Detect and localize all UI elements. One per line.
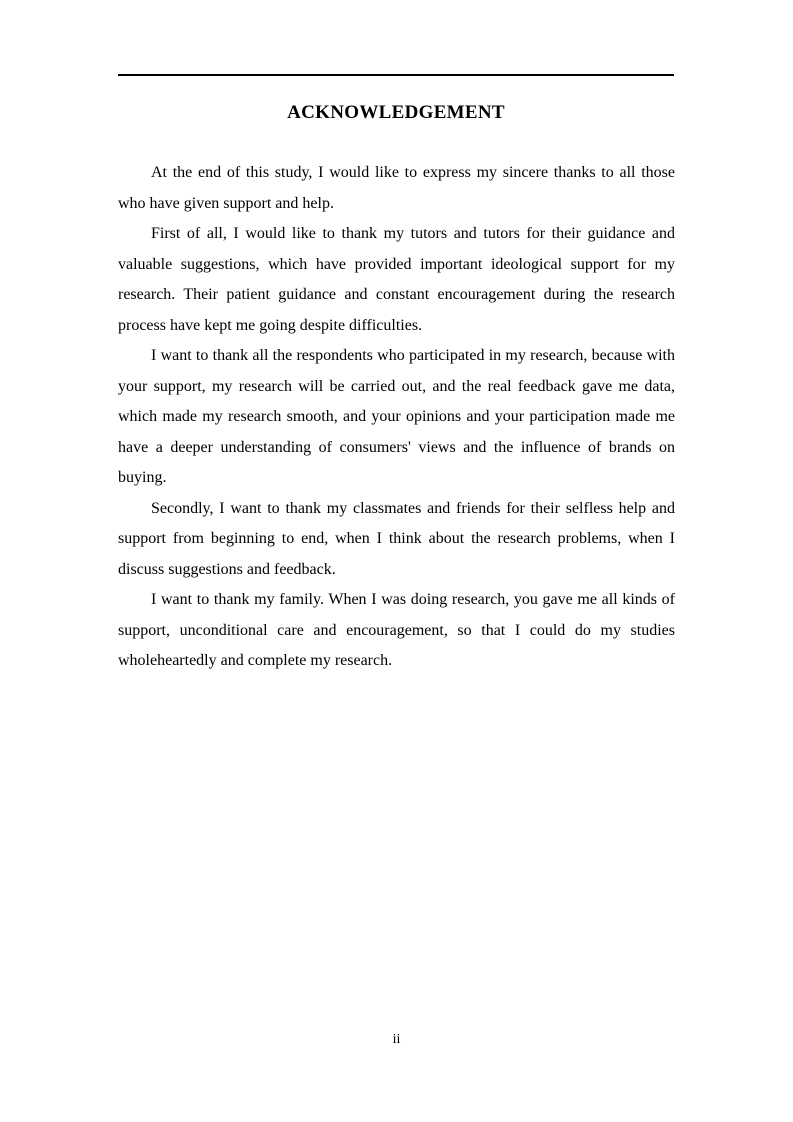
page-number: ii [392,1032,401,1047]
paragraph-5: I want to thank my family. When I was doing research, you gave me all kinds of support, unconditional care and encouragement, so that I could do my studies wholeheartedly and complete my research. [118,591,675,669]
page-title: ACKNOWLEDGEMENT [287,102,505,123]
paragraph-1: At the end of this study, I would like to express my sincere thanks to all those who have given support and help. [118,164,675,212]
paragraph-2: First of all, I would like to thank my tutors and tutors for their guidance and valuable suggestions, which have provided important ideological support for my research. Their patient guidance and constant encouragement during the research process have kept me going despite difficulties. [118,225,675,334]
document-body [118,158,675,677]
header-rule [118,74,674,76]
paragraph-4: Secondly, I want to thank my classmates and friends for their selfless help and support from beginning to end, when I think about the research problems, when I discuss suggestions and feedback. [118,499,675,578]
paragraph-3: I want to thank all the respondents who participated in my research, because with your support, my research will be carried out, and the real feedback gave me data, which made my research smooth, and your opinions and your participation made me have a deeper understanding of consumers' views and the influence of brands on buying. [118,347,675,486]
